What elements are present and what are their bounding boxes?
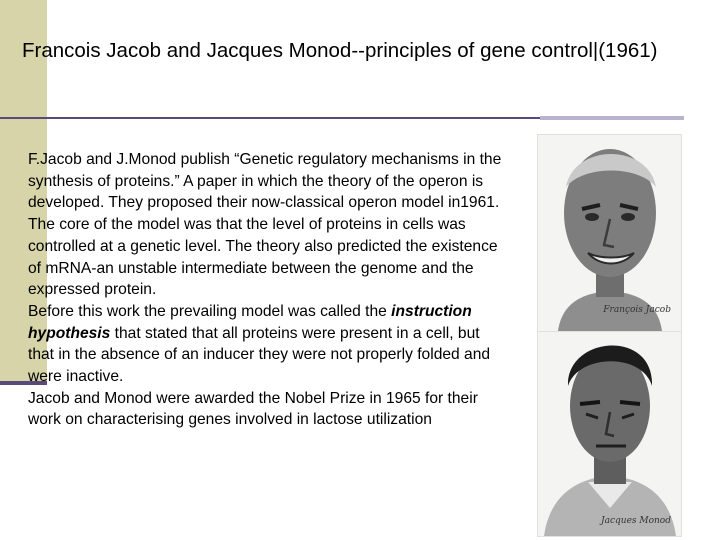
monod-photo <box>537 331 682 537</box>
monod-caption: Jacques Monod <box>601 516 671 526</box>
paragraph-publication: F.Jacob and J.Monod publish “Genetic regulatory mechanisms in the synthesis of proteins.” A paper in which the theory of the operon is developed. They proposed their now-classical operon model in1961. <box>28 151 502 212</box>
paragraph-nobel-prize: Jacob and Monod were awarded the Nobel Prize in 1965 for their work on characterising genes involved in lactose utilization <box>28 389 478 429</box>
jacob-photo <box>537 134 682 332</box>
instruction-hypothesis-term: instruction hypothesis <box>28 302 472 342</box>
slide-title: Francois Jacob and Jacques Monod--principles of gene control|(1961) <box>22 39 658 62</box>
title-divider-accent <box>540 116 684 120</box>
paragraph-text: that stated that all proteins were present in a cell, but that in the absence of an inducer they were not properly folded and were inactive. <box>28 324 491 386</box>
paragraph-instruction-hypothesis <box>28 301 503 388</box>
paragraph-text: Before this work the prevailing model was called the <box>28 302 392 320</box>
jacob-portrait-image <box>538 135 681 331</box>
monod-portrait-image <box>538 332 681 536</box>
body-text <box>28 149 503 431</box>
title-divider <box>0 117 540 119</box>
jacob-caption: François Jacob <box>603 305 671 315</box>
paragraph-model-core: The core of the model was that the level of proteins in cells was controlled at a genetic level. The theory also predicted the existence of mRNA-an unstable intermediate between the genome and the expressed protein. <box>28 216 498 299</box>
